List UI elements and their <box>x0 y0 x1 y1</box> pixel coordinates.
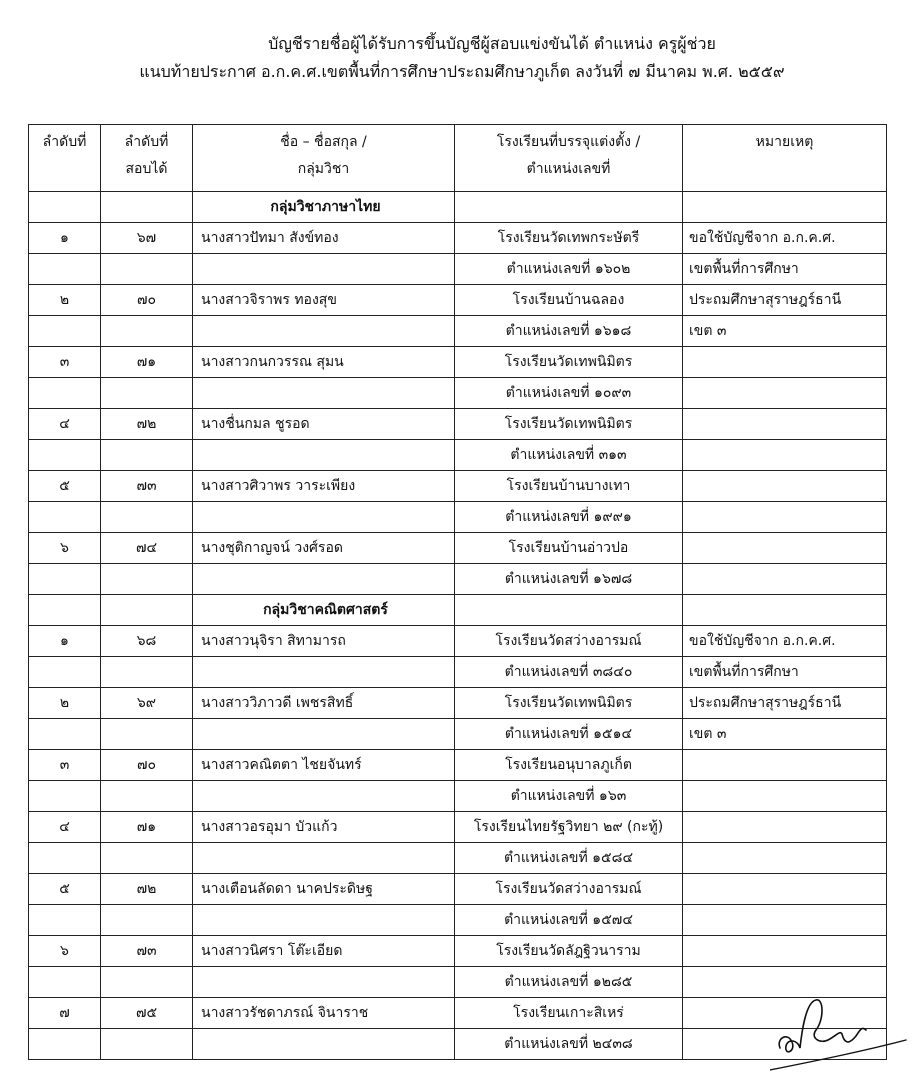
exam-rank-cell: ๗๑ <box>101 347 193 378</box>
exam-rank-cell-blank <box>101 440 193 471</box>
remark-cell <box>683 750 887 781</box>
group-heading-row <box>29 192 887 223</box>
name-cell: นางสาววิภาวดี เพชรสิทธิ์ <box>193 688 455 719</box>
remark-cell: ประถมศึกษาสุราษฎร์ธานี <box>683 688 887 719</box>
name-cell-blank <box>193 254 455 285</box>
group-exam-cell <box>101 595 193 626</box>
roster-table <box>28 124 887 1060</box>
name-cell: นางชื่นกมล ชูรอด <box>193 409 455 440</box>
rank-cell-blank <box>29 967 101 998</box>
name-cell-blank <box>193 719 455 750</box>
name-cell-blank <box>193 967 455 998</box>
table-row <box>29 347 887 378</box>
rank-cell-blank <box>29 843 101 874</box>
position-number-cell: ตำแหน่งเลขที่ ๑๕๗๔ <box>455 905 683 936</box>
remark-cell-2 <box>683 905 887 936</box>
name-cell-blank <box>193 378 455 409</box>
exam-rank-cell-blank <box>101 378 193 409</box>
table-row-detail <box>29 781 887 812</box>
rank-cell: ๔ <box>29 409 101 440</box>
exam-rank-cell-blank <box>101 502 193 533</box>
name-cell: นางสาวนุจิรา สิทามารถ <box>193 626 455 657</box>
remark-cell-2 <box>683 564 887 595</box>
rank-cell-blank <box>29 1029 101 1060</box>
rank-cell: ๖ <box>29 533 101 564</box>
rank-cell-blank <box>29 254 101 285</box>
school-cell: โรงเรียนวัดเทพนิมิตร <box>455 409 683 440</box>
table-row-detail <box>29 843 887 874</box>
remark-cell: ขอใช้บัญชีจาก อ.ก.ค.ศ. <box>683 223 887 254</box>
school-cell: โรงเรียนอนุบาลภูเก็ต <box>455 750 683 781</box>
remark-cell <box>683 936 887 967</box>
rank-cell: ๒ <box>29 688 101 719</box>
table-header-row <box>29 125 887 192</box>
remark-cell: ประถมศึกษาสุราษฎร์ธานี <box>683 285 887 316</box>
name-cell: นางสาวอรอุมา บัวแก้ว <box>193 812 455 843</box>
name-cell: นางสาวนิศรา โต๊ะเอียด <box>193 936 455 967</box>
group-title: กลุ่มวิชาคณิตศาสตร์ <box>193 595 455 626</box>
column-header-name: ชื่อ – ชื่อสกุล / กลุ่มวิชา <box>193 125 455 192</box>
remark-cell <box>683 471 887 502</box>
rank-cell: ๖ <box>29 936 101 967</box>
remark-cell-2: เขตพื้นที่การศึกษา <box>683 657 887 688</box>
table-row-detail <box>29 502 887 533</box>
exam-rank-cell: ๖๗ <box>101 223 193 254</box>
column-header-exam-rank: ลำดับที่ สอบได้ <box>101 125 193 192</box>
exam-rank-cell: ๗๑ <box>101 812 193 843</box>
remark-cell-2 <box>683 843 887 874</box>
rank-cell-blank <box>29 502 101 533</box>
table-row-detail <box>29 564 887 595</box>
rank-cell: ๒ <box>29 285 101 316</box>
school-cell: โรงเรียนบ้านฉลอง <box>455 285 683 316</box>
column-header-remark: หมายเหตุ <box>683 125 887 192</box>
remark-cell-2: เขต ๓ <box>683 719 887 750</box>
school-cell: โรงเรียนวัดเทพกระษัตรี <box>455 223 683 254</box>
column-header-rank: ลำดับที่ <box>29 125 101 192</box>
position-number-cell: ตำแหน่งเลขที่ ๑๕๑๔ <box>455 719 683 750</box>
table-row-detail <box>29 905 887 936</box>
exam-rank-cell: ๗๒ <box>101 874 193 905</box>
rank-cell-blank <box>29 316 101 347</box>
remark-cell <box>683 874 887 905</box>
name-cell-blank <box>193 564 455 595</box>
group-rank-cell <box>29 595 101 626</box>
column-header-school: โรงเรียนที่บรรจุแต่งตั้ง / ตำแหน่งเลขที่ <box>455 125 683 192</box>
table-row <box>29 936 887 967</box>
roster-body <box>29 192 887 1060</box>
school-cell: โรงเรียนเกาะสิเหร่ <box>455 998 683 1029</box>
table-row-detail <box>29 967 887 998</box>
position-number-cell: ตำแหน่งเลขที่ ๓๑๓ <box>455 440 683 471</box>
school-cell: โรงเรียนวัดเทพนิมิตร <box>455 688 683 719</box>
name-cell: นางสาวจิราพร ทองสุข <box>193 285 455 316</box>
name-cell: นางเตือนลัดดา นาคประดิษฐ <box>193 874 455 905</box>
rank-cell-blank <box>29 564 101 595</box>
name-cell-blank <box>193 502 455 533</box>
remark-cell-2 <box>683 440 887 471</box>
position-number-cell: ตำแหน่งเลขที่ ๑๕๘๔ <box>455 843 683 874</box>
table-row <box>29 812 887 843</box>
name-cell: นางสาวรัชดาภรณ์ จินาราช <box>193 998 455 1029</box>
rank-cell: ๗ <box>29 998 101 1029</box>
exam-rank-cell: ๗๔ <box>101 533 193 564</box>
exam-rank-cell-blank <box>101 719 193 750</box>
rank-cell: ๕ <box>29 471 101 502</box>
exam-rank-cell: ๗๓ <box>101 936 193 967</box>
group-title: กลุ่มวิชาภาษาไทย <box>193 192 455 223</box>
rank-cell-blank <box>29 378 101 409</box>
position-number-cell: ตำแหน่งเลขที่ ๑๖๗๘ <box>455 564 683 595</box>
table-row-detail <box>29 316 887 347</box>
remark-cell <box>683 347 887 378</box>
remark-cell-2: เขต ๓ <box>683 316 887 347</box>
position-number-cell: ตำแหน่งเลขที่ ๑๖๐๒ <box>455 254 683 285</box>
table-row <box>29 409 887 440</box>
exam-rank-cell-blank <box>101 316 193 347</box>
name-cell: นางสาวปัทมา สังข์ทอง <box>193 223 455 254</box>
name-cell: นางชุติกาญจน์ วงศ์รอด <box>193 533 455 564</box>
remark-cell <box>683 812 887 843</box>
exam-rank-cell: ๗๒ <box>101 409 193 440</box>
remark-cell-2 <box>683 781 887 812</box>
rank-cell-blank <box>29 781 101 812</box>
rank-cell-blank <box>29 440 101 471</box>
position-number-cell: ตำแหน่งเลขที่ ๑๖๓ <box>455 781 683 812</box>
exam-rank-cell-blank <box>101 843 193 874</box>
position-number-cell: ตำแหน่งเลขที่ ๑๙๙๑ <box>455 502 683 533</box>
table-row-detail <box>29 440 887 471</box>
name-cell-blank <box>193 905 455 936</box>
table-row <box>29 998 887 1029</box>
group-note-cell <box>683 595 887 626</box>
remark-cell-2: เขตพื้นที่การศึกษา <box>683 254 887 285</box>
exam-rank-cell: ๖๘ <box>101 626 193 657</box>
table-row <box>29 874 887 905</box>
exam-rank-cell-blank <box>101 254 193 285</box>
name-cell-blank <box>193 1029 455 1060</box>
school-cell: โรงเรียนวัดลัฎฐิวนาราม <box>455 936 683 967</box>
name-cell: นางสาวศิวาพร วาระเพียง <box>193 471 455 502</box>
table-row <box>29 750 887 781</box>
name-cell: นางสาวคณิตตา ไชยจันทร์ <box>193 750 455 781</box>
name-cell-blank <box>193 657 455 688</box>
exam-rank-cell: ๗๕ <box>101 998 193 1029</box>
position-number-cell: ตำแหน่งเลขที่ ๑๐๙๓ <box>455 378 683 409</box>
remark-cell-2 <box>683 378 887 409</box>
rank-cell: ๓ <box>29 750 101 781</box>
rank-cell: ๑ <box>29 223 101 254</box>
group-heading-row <box>29 595 887 626</box>
exam-rank-cell-blank <box>101 657 193 688</box>
table-row-detail <box>29 657 887 688</box>
school-cell: โรงเรียนไทยรัฐวิทยา ๒๙ (กะทู้) <box>455 812 683 843</box>
school-cell: โรงเรียนวัดเทพนิมิตร <box>455 347 683 378</box>
name-cell-blank <box>193 843 455 874</box>
school-cell: โรงเรียนบ้านอ่าวปอ <box>455 533 683 564</box>
rank-cell-blank <box>29 657 101 688</box>
group-rank-cell <box>29 192 101 223</box>
position-number-cell: ตำแหน่งเลขที่ ๓๘๔๐ <box>455 657 683 688</box>
group-school-cell <box>455 595 683 626</box>
table-row <box>29 626 887 657</box>
signature-mark <box>770 990 910 1080</box>
remark-cell <box>683 533 887 564</box>
table-row <box>29 285 887 316</box>
rank-cell: ๓ <box>29 347 101 378</box>
document-title: บัญชีรายชื่อผู้ได้รับการขึ้นบัญชีผู้สอบแข่งขันได้ ตำแหน่ง ครูผู้ช่วย <box>268 34 716 53</box>
table-row <box>29 688 887 719</box>
exam-rank-cell-blank <box>101 1029 193 1060</box>
table-row <box>29 471 887 502</box>
page-header <box>0 30 924 86</box>
exam-rank-cell-blank <box>101 905 193 936</box>
position-number-cell: ตำแหน่งเลขที่ ๒๔๓๘ <box>455 1029 683 1060</box>
group-school-cell <box>455 192 683 223</box>
school-cell: โรงเรียนวัดสว่างอารมณ์ <box>455 874 683 905</box>
table-row-detail <box>29 1029 887 1060</box>
name-cell-blank <box>193 440 455 471</box>
table-row-detail <box>29 719 887 750</box>
group-exam-cell <box>101 192 193 223</box>
exam-rank-cell: ๗๓ <box>101 471 193 502</box>
rank-cell: ๕ <box>29 874 101 905</box>
remark-cell: ขอใช้บัญชีจาก อ.ก.ค.ศ. <box>683 626 887 657</box>
name-cell-blank <box>193 316 455 347</box>
table-row-detail <box>29 254 887 285</box>
name-cell: นางสาวกนกวรรณ สุมน <box>193 347 455 378</box>
exam-rank-cell-blank <box>101 967 193 998</box>
remark-cell <box>683 409 887 440</box>
rank-cell-blank <box>29 719 101 750</box>
exam-rank-cell-blank <box>101 564 193 595</box>
exam-rank-cell-blank <box>101 781 193 812</box>
position-number-cell: ตำแหน่งเลขที่ ๑๖๑๘ <box>455 316 683 347</box>
document-subtitle: แนบท้ายประกาศ อ.ก.ค.ศ.เขตพื้นที่การศึกษาประถมศึกษาภูเก็ต ลงวันที่ ๗ มีนาคม พ.ศ. ๒๕๕๙ <box>139 62 785 81</box>
school-cell: โรงเรียนวัดสว่างอารมณ์ <box>455 626 683 657</box>
remark-cell-2 <box>683 502 887 533</box>
exam-rank-cell: ๖๙ <box>101 688 193 719</box>
rank-cell: ๑ <box>29 626 101 657</box>
name-cell-blank <box>193 781 455 812</box>
exam-rank-cell: ๗๐ <box>101 285 193 316</box>
position-number-cell: ตำแหน่งเลขที่ ๑๒๘๕ <box>455 967 683 998</box>
rank-cell: ๔ <box>29 812 101 843</box>
group-note-cell <box>683 192 887 223</box>
rank-cell-blank <box>29 905 101 936</box>
table-row <box>29 533 887 564</box>
table-row-detail <box>29 378 887 409</box>
school-cell: โรงเรียนบ้านบางเทา <box>455 471 683 502</box>
exam-rank-cell: ๗๐ <box>101 750 193 781</box>
table-row <box>29 223 887 254</box>
